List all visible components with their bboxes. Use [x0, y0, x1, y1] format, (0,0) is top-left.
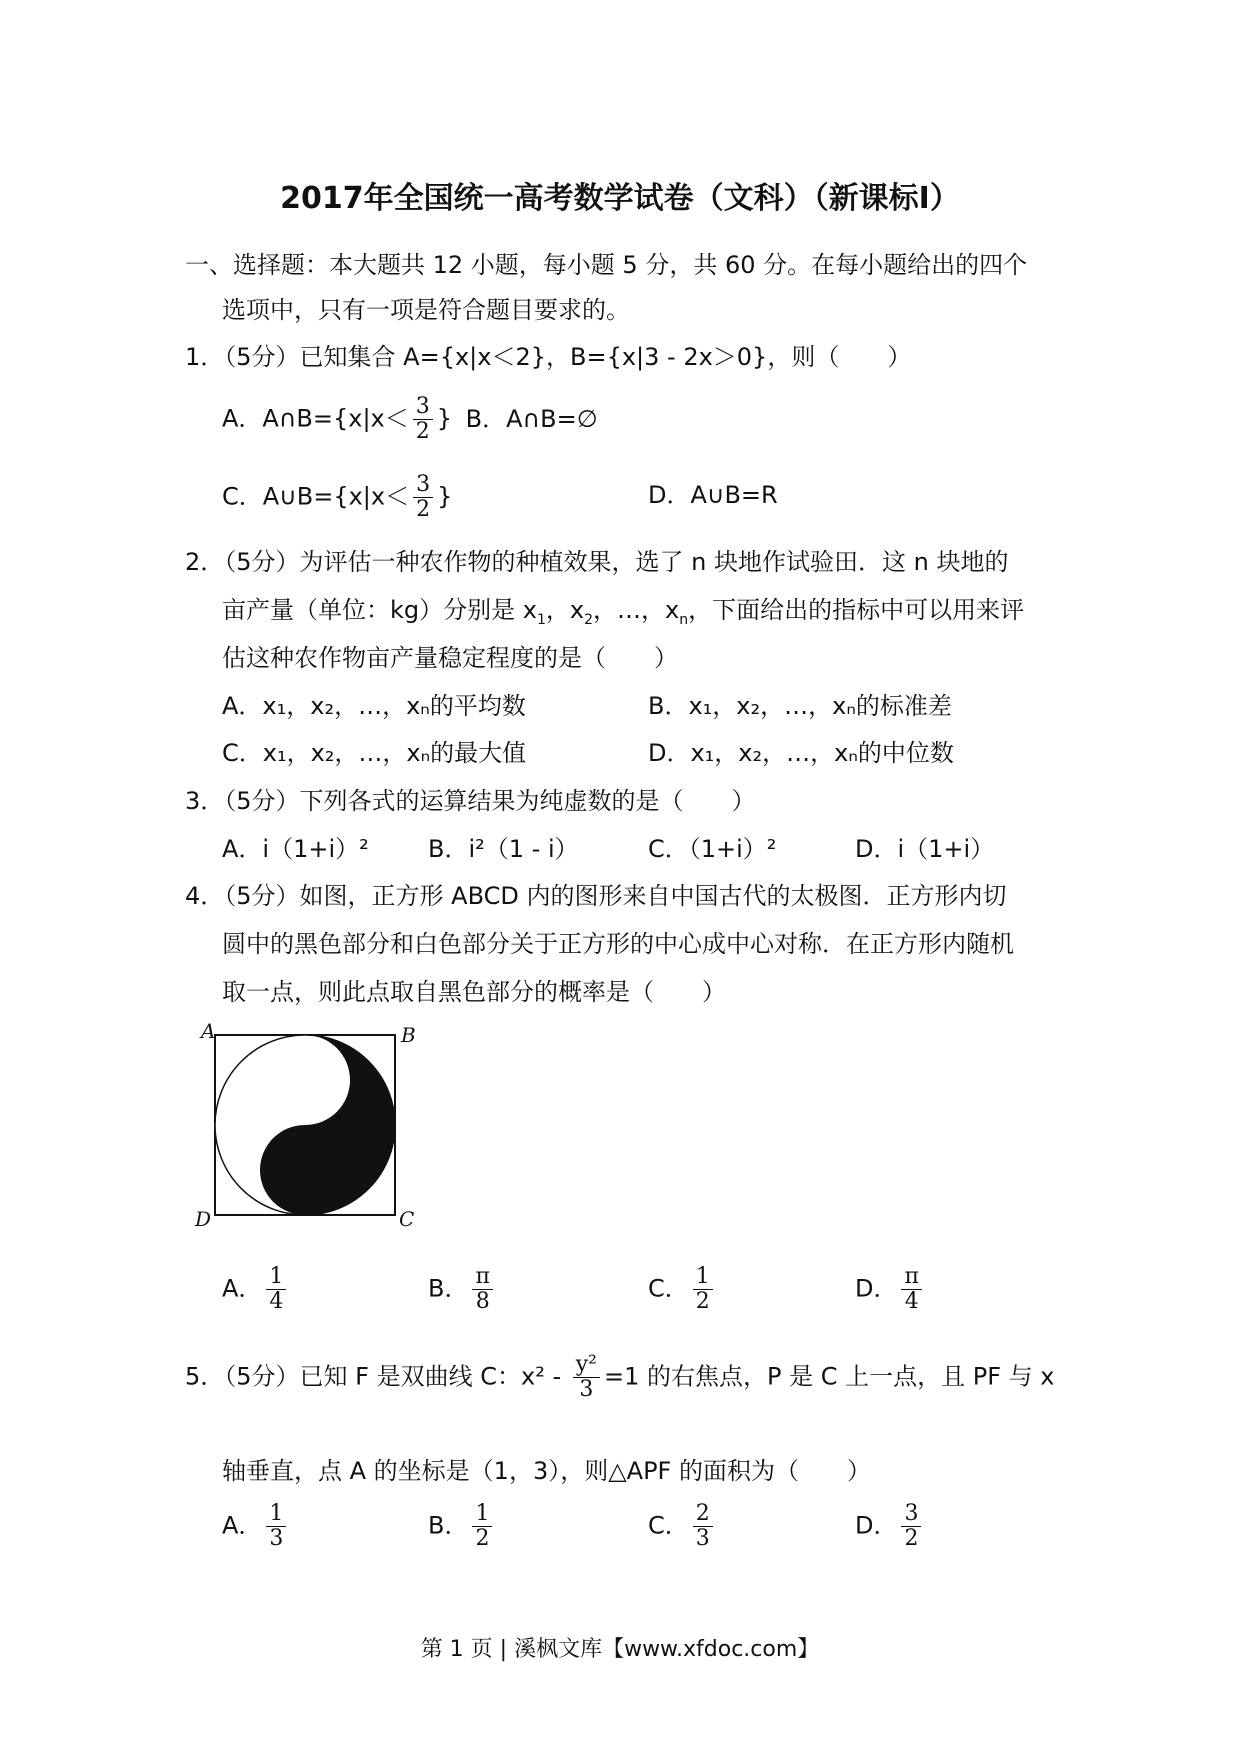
fraction: $\frac{1}{3}$	[266, 1502, 286, 1551]
page-footer: 第 1 页 | 溪枫文库【www.xfdoc.com】	[420, 1637, 820, 1662]
q5-option-d: D． $\frac{3}{2}$	[855, 1502, 925, 1551]
q5-stem-line2: 轴垂直，点 A 的坐标是（1，3），则△APF 的面积为（ ）	[222, 1457, 871, 1485]
q4-option-c: C． $\frac{1}{2}$	[648, 1265, 717, 1314]
vertex-label-b: B	[401, 1023, 416, 1047]
q4-stem-line2: 圆中的黑色部分和白色部分关于正方形的中心成中心对称．在正方形内随机	[222, 930, 1014, 958]
q2-option-c: C．x₁，x₂，…，xₙ的最大值	[222, 739, 527, 767]
q2-stem-line3: 估这种农作物亩产量稳定程度的是（ ）	[222, 644, 678, 672]
taiji-diagram	[195, 1025, 435, 1235]
q3-option-d: D．i（1+i）	[855, 835, 995, 863]
vertex-label-c: C	[399, 1207, 415, 1231]
q5-option-c: C． $\frac{2}{3}$	[648, 1502, 717, 1551]
q4-option-a: A． $\frac{1}{4}$	[222, 1265, 290, 1314]
q1-option-b: B．A∩B=∅	[465, 404, 598, 433]
q1-option-c: C．A∪B={x|x＜ $\frac{3}{2}$ }	[222, 472, 453, 522]
q2-option-b: B．x₁，x₂，…，xₙ的标准差	[648, 692, 952, 720]
q2-stem-line1: 2．（5分）为评估一种农作物的种植效果，选了 n 块地作试验田．这 n 块地的	[185, 548, 1009, 576]
q5-option-a: A． $\frac{1}{3}$	[222, 1502, 290, 1551]
fraction: $\frac{3}{2}$	[413, 473, 433, 522]
q4-option-d: D． $\frac{\pi}{4}$	[855, 1265, 926, 1314]
q3-stem: 3．（5分）下列各式的运算结果为纯虚数的是（ ）	[185, 787, 756, 815]
q5-option-b: B． $\frac{1}{2}$	[428, 1502, 496, 1551]
section-heading-cont: 选项中，只有一项是符合题目要求的。	[222, 296, 630, 324]
page-title: 2017年全国统一高考数学试卷（文科）（新课标Ⅰ）	[280, 181, 960, 216]
fraction: $\frac{3}{2}$	[413, 395, 433, 444]
q1-stem: 1．（5分）已知集合 A={x|x＜2}，B={x|3 - 2x＞0}，则（ ）	[185, 343, 912, 371]
q3-option-a: A．i（1+i）²	[222, 835, 369, 863]
q4-stem-line3: 取一点，则此点取自黑色部分的概率是（ ）	[222, 978, 726, 1006]
vertex-label-a: A	[201, 1019, 216, 1043]
q2-stem-line2: 亩产量（单位：kg）分别是 $x_1$，$x_2$，…，$x_n$，下面给出的指标中可以用来评	[222, 596, 1025, 628]
vertex-label-d: D	[195, 1207, 212, 1231]
q5-stem-line1: 5．（5分）已知 F 是双曲线 C：x² - $\frac{\text{y²}}{3}$ =1 的右焦点，P 是 C 上一点，且 PF 与 x	[185, 1352, 1055, 1402]
q4-stem-line1: 4．（5分）如图，正方形 ABCD 内的图形来自中国古代的太极图．正方形内切	[185, 882, 1007, 910]
q2-option-d: D．x₁，x₂，…，xₙ的中位数	[648, 739, 954, 767]
q1-option-d: D．A∪B=R	[648, 481, 778, 509]
fraction: $\frac{2}{3}$	[693, 1502, 713, 1551]
fraction: $\frac{1}{2}$	[472, 1502, 492, 1551]
fraction: $\frac{\text{y²}}{3}$	[573, 1353, 600, 1402]
q4-option-b: B． $\frac{\pi}{8}$	[428, 1265, 497, 1314]
fraction: $\frac{3}{2}$	[901, 1502, 921, 1551]
taiji-figure	[195, 1019, 435, 1235]
fraction: $\frac{1}{4}$	[266, 1265, 286, 1314]
q1-option-a: A．A∩B={x|x＜ $\frac{3}{2}$ } B．A∩B=∅	[222, 394, 598, 444]
q3-option-b: B．i²（1 - i）	[428, 835, 579, 863]
q3-option-c: C．（1+i）²	[648, 835, 777, 863]
q2-option-a: A．x₁，x₂，…，xₙ的平均数	[222, 692, 526, 720]
section-heading: 一、选择题：本大题共 12 小题，每小题 5 分，共 60 分。在每小题给出的四个	[185, 251, 1028, 279]
fraction: $\frac{\pi}{8}$	[472, 1265, 492, 1314]
fraction: $\frac{1}{2}$	[693, 1265, 713, 1314]
fraction: $\frac{\pi}{4}$	[901, 1265, 921, 1314]
